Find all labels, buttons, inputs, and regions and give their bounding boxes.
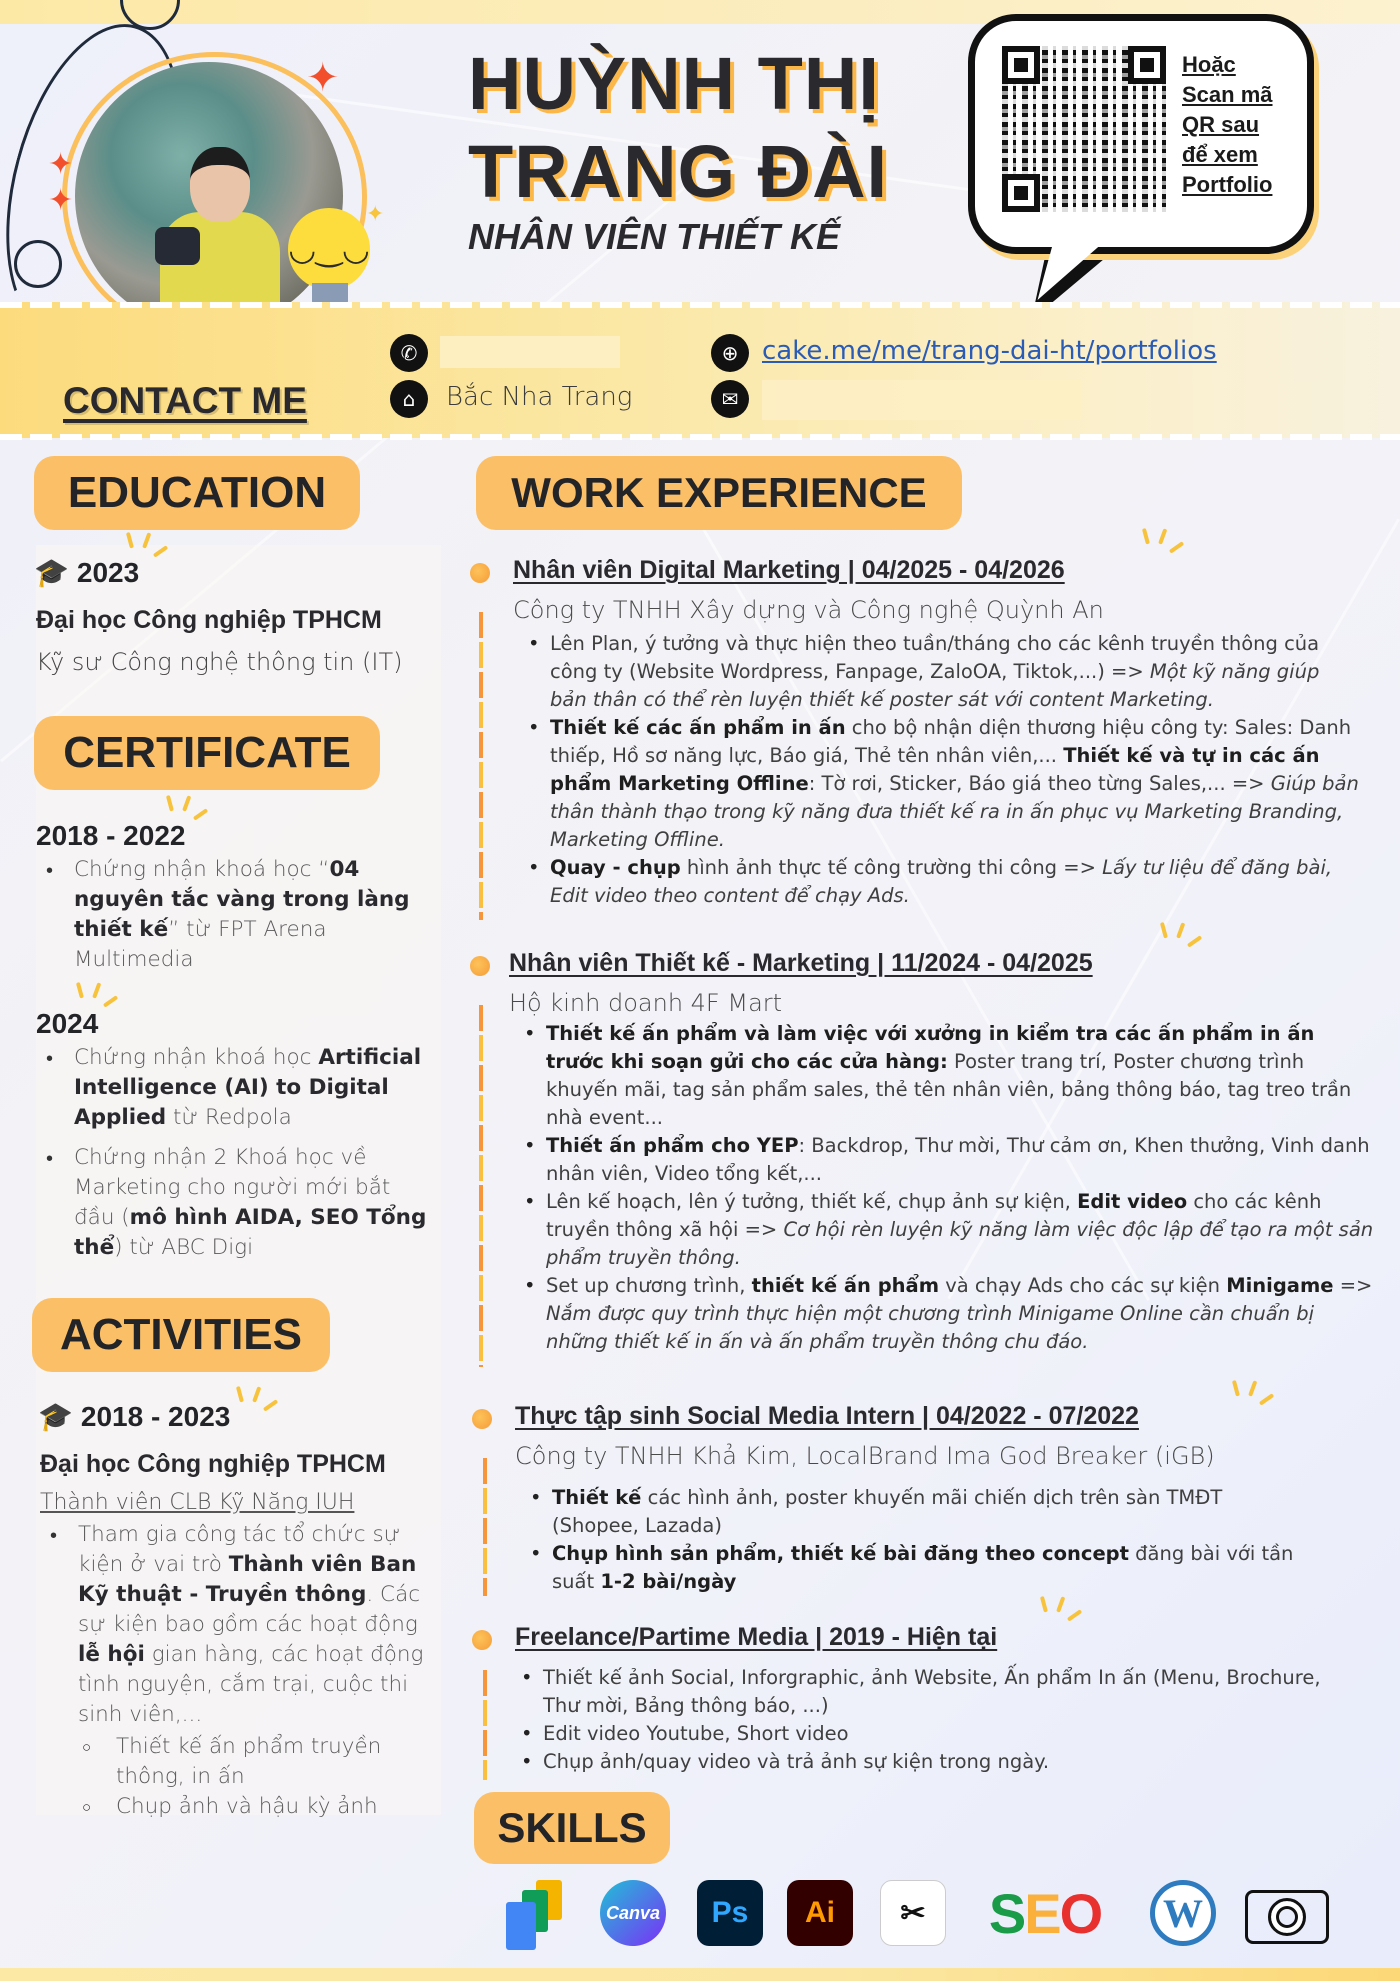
name-line-2: TRANG ĐÀI	[468, 130, 889, 213]
certificate-list	[36, 1043, 436, 1271]
job-bullet: • Thiết ấn phẩm cho YEP: Backdrop, Thư mời, Thư cảm ơn, Khen thưởng, Vinh danh nhân viên, Video tổng kết,...	[518, 1132, 1374, 1188]
phone-icon: ✆	[390, 334, 428, 372]
job-title-1: Nhân viên Digital Marketing | 04/2025 - 04/2026	[513, 556, 1065, 584]
job-bullet: • Lên kế hoạch, lên ý tưởng, thiết kế, chụp ảnh sự kiện, Edit video cho các kênh truyền thông xã hội => Cơ hội rèn luyện kỹ năng làm việc độc lập để tạo ra một sản phẩm truyền thông.	[518, 1188, 1374, 1272]
qr-caption-line: Portfolio	[1182, 172, 1273, 197]
job-4-bullets	[515, 1664, 1335, 1776]
job-bullet: • Chụp hình sản phẩm, thiết kế bài đăng theo concept đăng bài với tần suất 1-2 bài/ngày	[524, 1540, 1294, 1596]
job-bullet: • Thiết kế ảnh Social, Inforgraphic, ảnh Website, Ấn phẩm In ấn (Menu, Brochure, Thư mời, Bảng thông báo, ...)	[515, 1664, 1335, 1720]
portfolio-link[interactable]: cake.me/me/trang-dai-ht/portfolios	[762, 336, 1217, 366]
activities-heading: ACTIVITIES	[32, 1298, 330, 1372]
timeline-dot	[470, 563, 490, 583]
timeline-dot	[472, 1630, 492, 1650]
job-bullet: • Chụp ảnh/quay video và trả ảnh sự kiện trong ngày.	[515, 1748, 1335, 1776]
activity-subitem: ○ Thiết kế ấn phẩm truyền thông, in ấn	[78, 1732, 440, 1792]
graduation-cap-icon: 🎓	[34, 557, 69, 588]
name-line-1: HUỲNH THỊ	[468, 42, 880, 125]
certificate-item: • Chứng nhận 2 Khoá học về Marketing cho người mới bắt đầu (mô hình AIDA, SEO Tổng thể) từ ABC Digi	[36, 1143, 436, 1263]
camera-icon	[1245, 1890, 1329, 1944]
home-icon: ⌂	[390, 380, 428, 418]
education-year	[34, 556, 139, 589]
sparkle-icon: ✦	[48, 183, 74, 218]
dashed-divider	[0, 434, 1400, 440]
company-2: Hộ kinh doanh 4F Mart	[509, 989, 783, 1017]
timeline-line	[479, 1005, 483, 1367]
phone-value	[440, 336, 620, 368]
qr-code[interactable]	[1002, 46, 1166, 212]
certificate-item: • Chứng nhận khoá học “04 nguyên tắc vàng trong làng thiết kế” từ FPT Arena Multimedia	[36, 855, 436, 975]
burst-decoration	[1142, 528, 1182, 568]
seo-icon: S E O	[988, 1881, 1102, 1945]
contact-heading: CONTACT ME	[63, 380, 307, 421]
activities-year-text: 2018 - 2023	[80, 1401, 231, 1432]
company-3: Công ty TNHH Khả Kim, LocalBrand Ima God Breaker (iGB)	[515, 1442, 1215, 1470]
canva-icon: Canva	[600, 1880, 666, 1946]
education-heading: EDUCATION	[34, 456, 360, 530]
activity-item: • Tham gia công tác tổ chức sự kiện ở vai trò Thành viên Ban Kỹ thuật - Truyền thông. Các sự kiện bao gồm các hoạt động lễ hội gian hàng, các hoạt động tình nguyện, cắm trại, cuộc thi sinh viên,... ○ Thiết kế ấn phẩm truyền thông, in ấn ○ Chụp ảnh và hậu kỳ ảnh	[40, 1520, 440, 1822]
job-title-2: Nhân viên Thiết kế - Marketing | 11/2024 - 04/2025	[509, 949, 1093, 977]
activities-year	[38, 1400, 230, 1433]
education-degree: Kỹ sư Công nghệ thông tin (IT)	[36, 648, 403, 676]
certificate-list	[36, 855, 436, 983]
burst-decoration	[1040, 1596, 1080, 1636]
activity-sublist	[78, 1732, 440, 1822]
bottom-strip	[0, 1968, 1400, 1981]
lightbulb-icon: ◡‿◡	[288, 208, 370, 290]
job-bullet: • Set up chương trình, thiết kế ấn phẩm và chạy Ads cho các sự kiện Minigame => Nắm được quy trình thực hiện một chương trình Minigame Online cần chuẩn bị những thiết kế in ấn và ấn phẩm truyền thông chu đáo.	[518, 1272, 1374, 1356]
activities-club: Thành viên CLB Kỹ Năng IUH	[40, 1490, 355, 1515]
certificate-year: 2024	[36, 1008, 99, 1039]
job-bullet: • Thiết kế ấn phẩm và làm việc với xưởng in kiểm tra các ấn phẩm in ấn trước khi soạn gửi cho các cửa hàng: Poster trang trí, Poster chương trình khuyến mãi, tag sản phẩm sales, thẻ tên nhân viên, bảng thông báo, tag treo trần nhà event...	[518, 1020, 1374, 1132]
job-2-bullets	[518, 1020, 1374, 1356]
candidate-name	[468, 40, 908, 216]
timeline-line	[483, 1670, 487, 1780]
dashed-divider	[0, 302, 1400, 308]
certificate-item: • Chứng nhận khoá học Artificial Intelligence (AI) to Digital Applied từ Redpola	[36, 1043, 436, 1133]
qr-caption-line: Scan mã	[1182, 82, 1273, 107]
address-value: Bắc Nha Trang	[446, 382, 633, 412]
job-bullet: • Lên Plan, ý tưởng và thực hiện theo tuần/tháng cho các kênh truyền thông của công ty (Website Wordpress, Fanpage, ZaloOA, Tiktok,...) => Một kỹ năng giúp bản thân có thể rèn luyện thiết kế poster sát với content Marketing.	[522, 630, 1362, 714]
sparkle-icon: ✦	[306, 55, 340, 101]
timeline-dot	[470, 956, 490, 976]
timeline-line	[483, 1458, 487, 1596]
profile-photo	[75, 62, 343, 330]
burst-decoration	[1160, 922, 1200, 962]
company-1: Công ty TNHH Xây dựng và Công nghệ Quỳnh An	[513, 596, 1104, 624]
activity-subitem: ○ Chụp ảnh và hậu kỳ ảnh	[78, 1792, 440, 1822]
timeline-dot	[472, 1409, 492, 1429]
skills-heading: SKILLS	[474, 1792, 670, 1864]
job-3-bullets	[524, 1484, 1294, 1596]
job-bullet: • Quay - chụp hình ảnh thực tế công trường thi công => Lấy tư liệu để đăng bài, Edit video theo content để chạy Ads.	[522, 854, 1362, 910]
qr-caption[interactable]	[1182, 50, 1302, 200]
education-year-text: 2023	[76, 557, 140, 588]
education-school: Đại học Công nghiệp TPHCM	[36, 606, 382, 634]
capcut-icon: ✂	[880, 1880, 946, 1946]
activities-school: Đại học Công nghiệp TPHCM	[40, 1450, 386, 1478]
activities-list	[40, 1520, 440, 1830]
work-experience-heading: WORK EXPERIENCE	[476, 456, 962, 530]
sparkle-icon: ✦	[48, 147, 74, 182]
globe-icon: ⊕	[711, 334, 749, 372]
burst-decoration	[236, 1386, 276, 1426]
job-title-4: Freelance/Partime Media | 2019 - Hiện tại	[515, 1623, 998, 1651]
illustrator-icon: Ai	[787, 1880, 853, 1946]
qr-caption-line: QR sau	[1182, 112, 1260, 137]
google-workspace-icon	[504, 1880, 570, 1946]
qr-caption-line: để xem	[1182, 142, 1258, 167]
mail-icon: ✉	[711, 380, 749, 418]
timeline-line	[479, 612, 483, 920]
job-title-3: Thực tập sinh Social Media Intern | 04/2022 - 07/2022	[515, 1402, 1139, 1430]
photoshop-icon: Ps	[697, 1880, 763, 1946]
email-value	[762, 380, 1082, 420]
certificate-heading: CERTIFICATE	[34, 716, 380, 790]
graduation-cap-icon: 🎓	[38, 1401, 73, 1432]
job-title: NHÂN VIÊN THIẾT KẾ	[468, 216, 841, 257]
job-bullet: • Thiết kế các ấn phẩm in ấn cho bộ nhận diện thương hiệu công ty: Sales: Danh thiếp, Hồ sơ năng lực, Báo giá, Thẻ tên nhân viên,... Thiết kế và tự in các ấn phẩm Marketing Offline: Tờ rơi, Sticker, Báo giá theo từng Sales,... => Giúp bản thân thành thạo trong kỹ năng đưa thiết kế ra in ấn phục vụ Marketing Branding, Marketing Offline.	[522, 714, 1362, 854]
decorative-swirl	[14, 240, 62, 288]
burst-decoration	[1232, 1380, 1272, 1420]
certificate-year: 2018 - 2022	[36, 820, 186, 851]
sparkle-icon: ✦	[366, 202, 385, 227]
qr-caption-line: Hoặc	[1182, 52, 1236, 77]
job-bullet: • Edit video Youtube, Short video	[515, 1720, 1335, 1748]
job-bullet: • Thiết kế các hình ảnh, poster khuyến mãi chiến dịch trên sàn TMĐT (Shopee, Lazada)	[524, 1484, 1294, 1540]
wordpress-icon: W	[1150, 1880, 1216, 1946]
job-1-bullets	[522, 630, 1362, 910]
